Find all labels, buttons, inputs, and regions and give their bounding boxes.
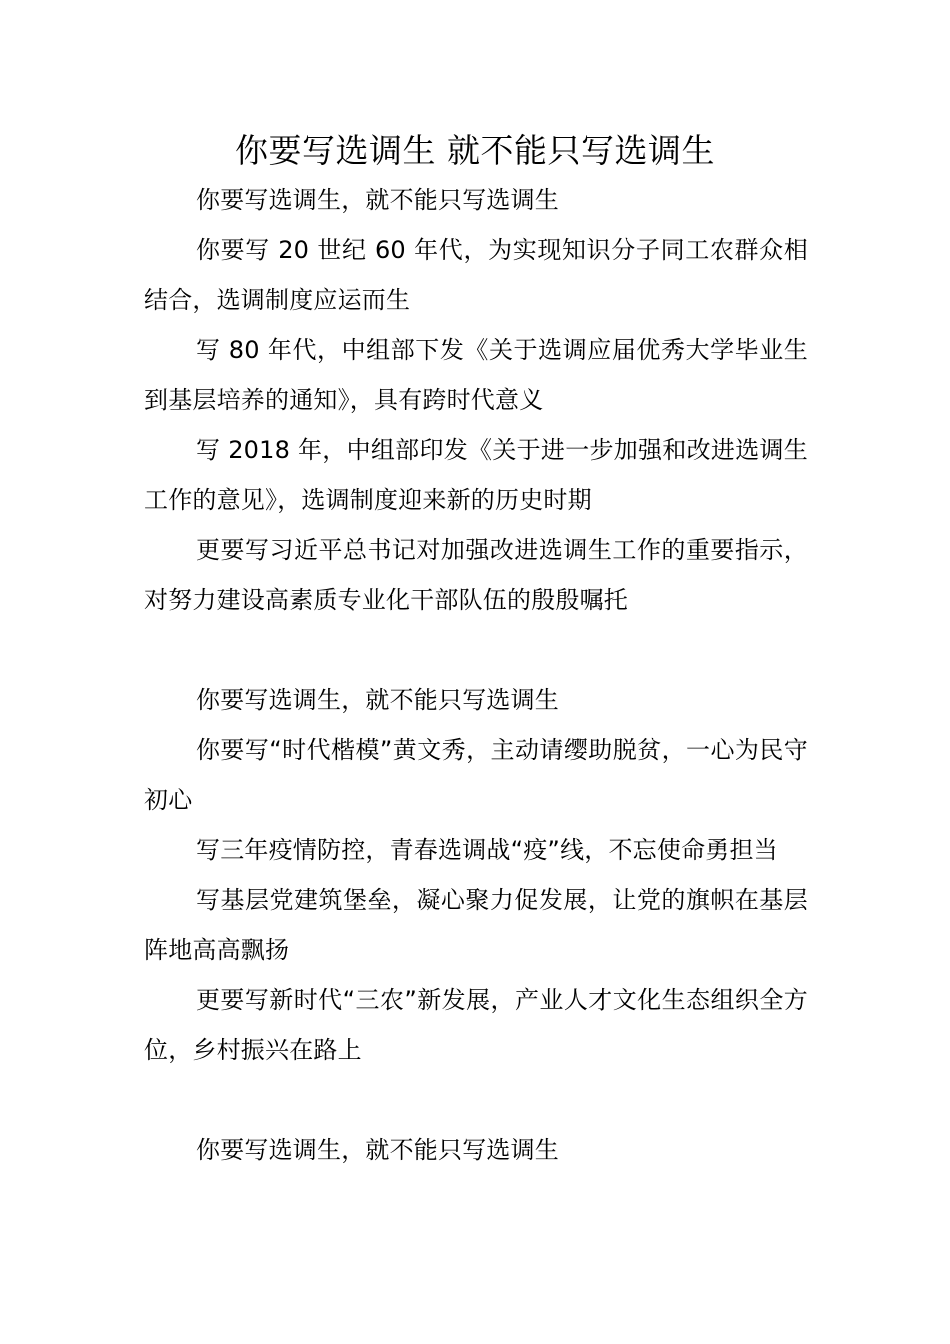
paragraph: 你要写 20 世纪 60 年代，为实现知识分子同工农群众相结合，选调制度应运而生 <box>144 236 808 314</box>
paragraph: 更要写习近平总书记对加强改进选调生工作的重要指示，对努力建设高素质专业化干部队伍的殷殷嘱托 <box>144 536 808 614</box>
blank-line <box>144 1075 808 1125</box>
paragraph: 更要写新时代“三农”新发展，产业人才文化生态组织全方位，乡村振兴在路上 <box>144 986 808 1064</box>
document-title: 你要写选调生 就不能只写选调生 <box>235 131 715 170</box>
paragraph: 你要写选调生，就不能只写选调生 <box>196 686 559 714</box>
paragraph: 你要写选调生，就不能只写选调生 <box>196 186 559 214</box>
paragraph: 写基层党建筑堡垒，凝心聚力促发展，让党的旗帜在基层阵地高高飘扬 <box>144 886 808 964</box>
document-body <box>144 175 808 1175</box>
section-1 <box>144 175 808 625</box>
paragraph: 写 2018 年，中组部印发《关于进一步加强和改进选调生工作的意见》，选调制度迎来新的历史时期 <box>144 436 808 514</box>
paragraph: 写 80 年代，中组部下发《关于选调应届优秀大学毕业生到基层培养的通知》，具有跨时代意义 <box>144 336 808 414</box>
paragraph: 你要写“时代楷模”黄文秀，主动请缨助脱贫，一心为民守初心 <box>144 736 808 814</box>
paragraph: 写三年疫情防控，青春选调战“疫”线，不忘使命勇担当 <box>196 836 778 864</box>
section-3 <box>144 1125 808 1175</box>
paragraph: 你要写选调生，就不能只写选调生 <box>196 1136 559 1164</box>
blank-line <box>144 625 808 675</box>
section-2 <box>144 675 808 1075</box>
